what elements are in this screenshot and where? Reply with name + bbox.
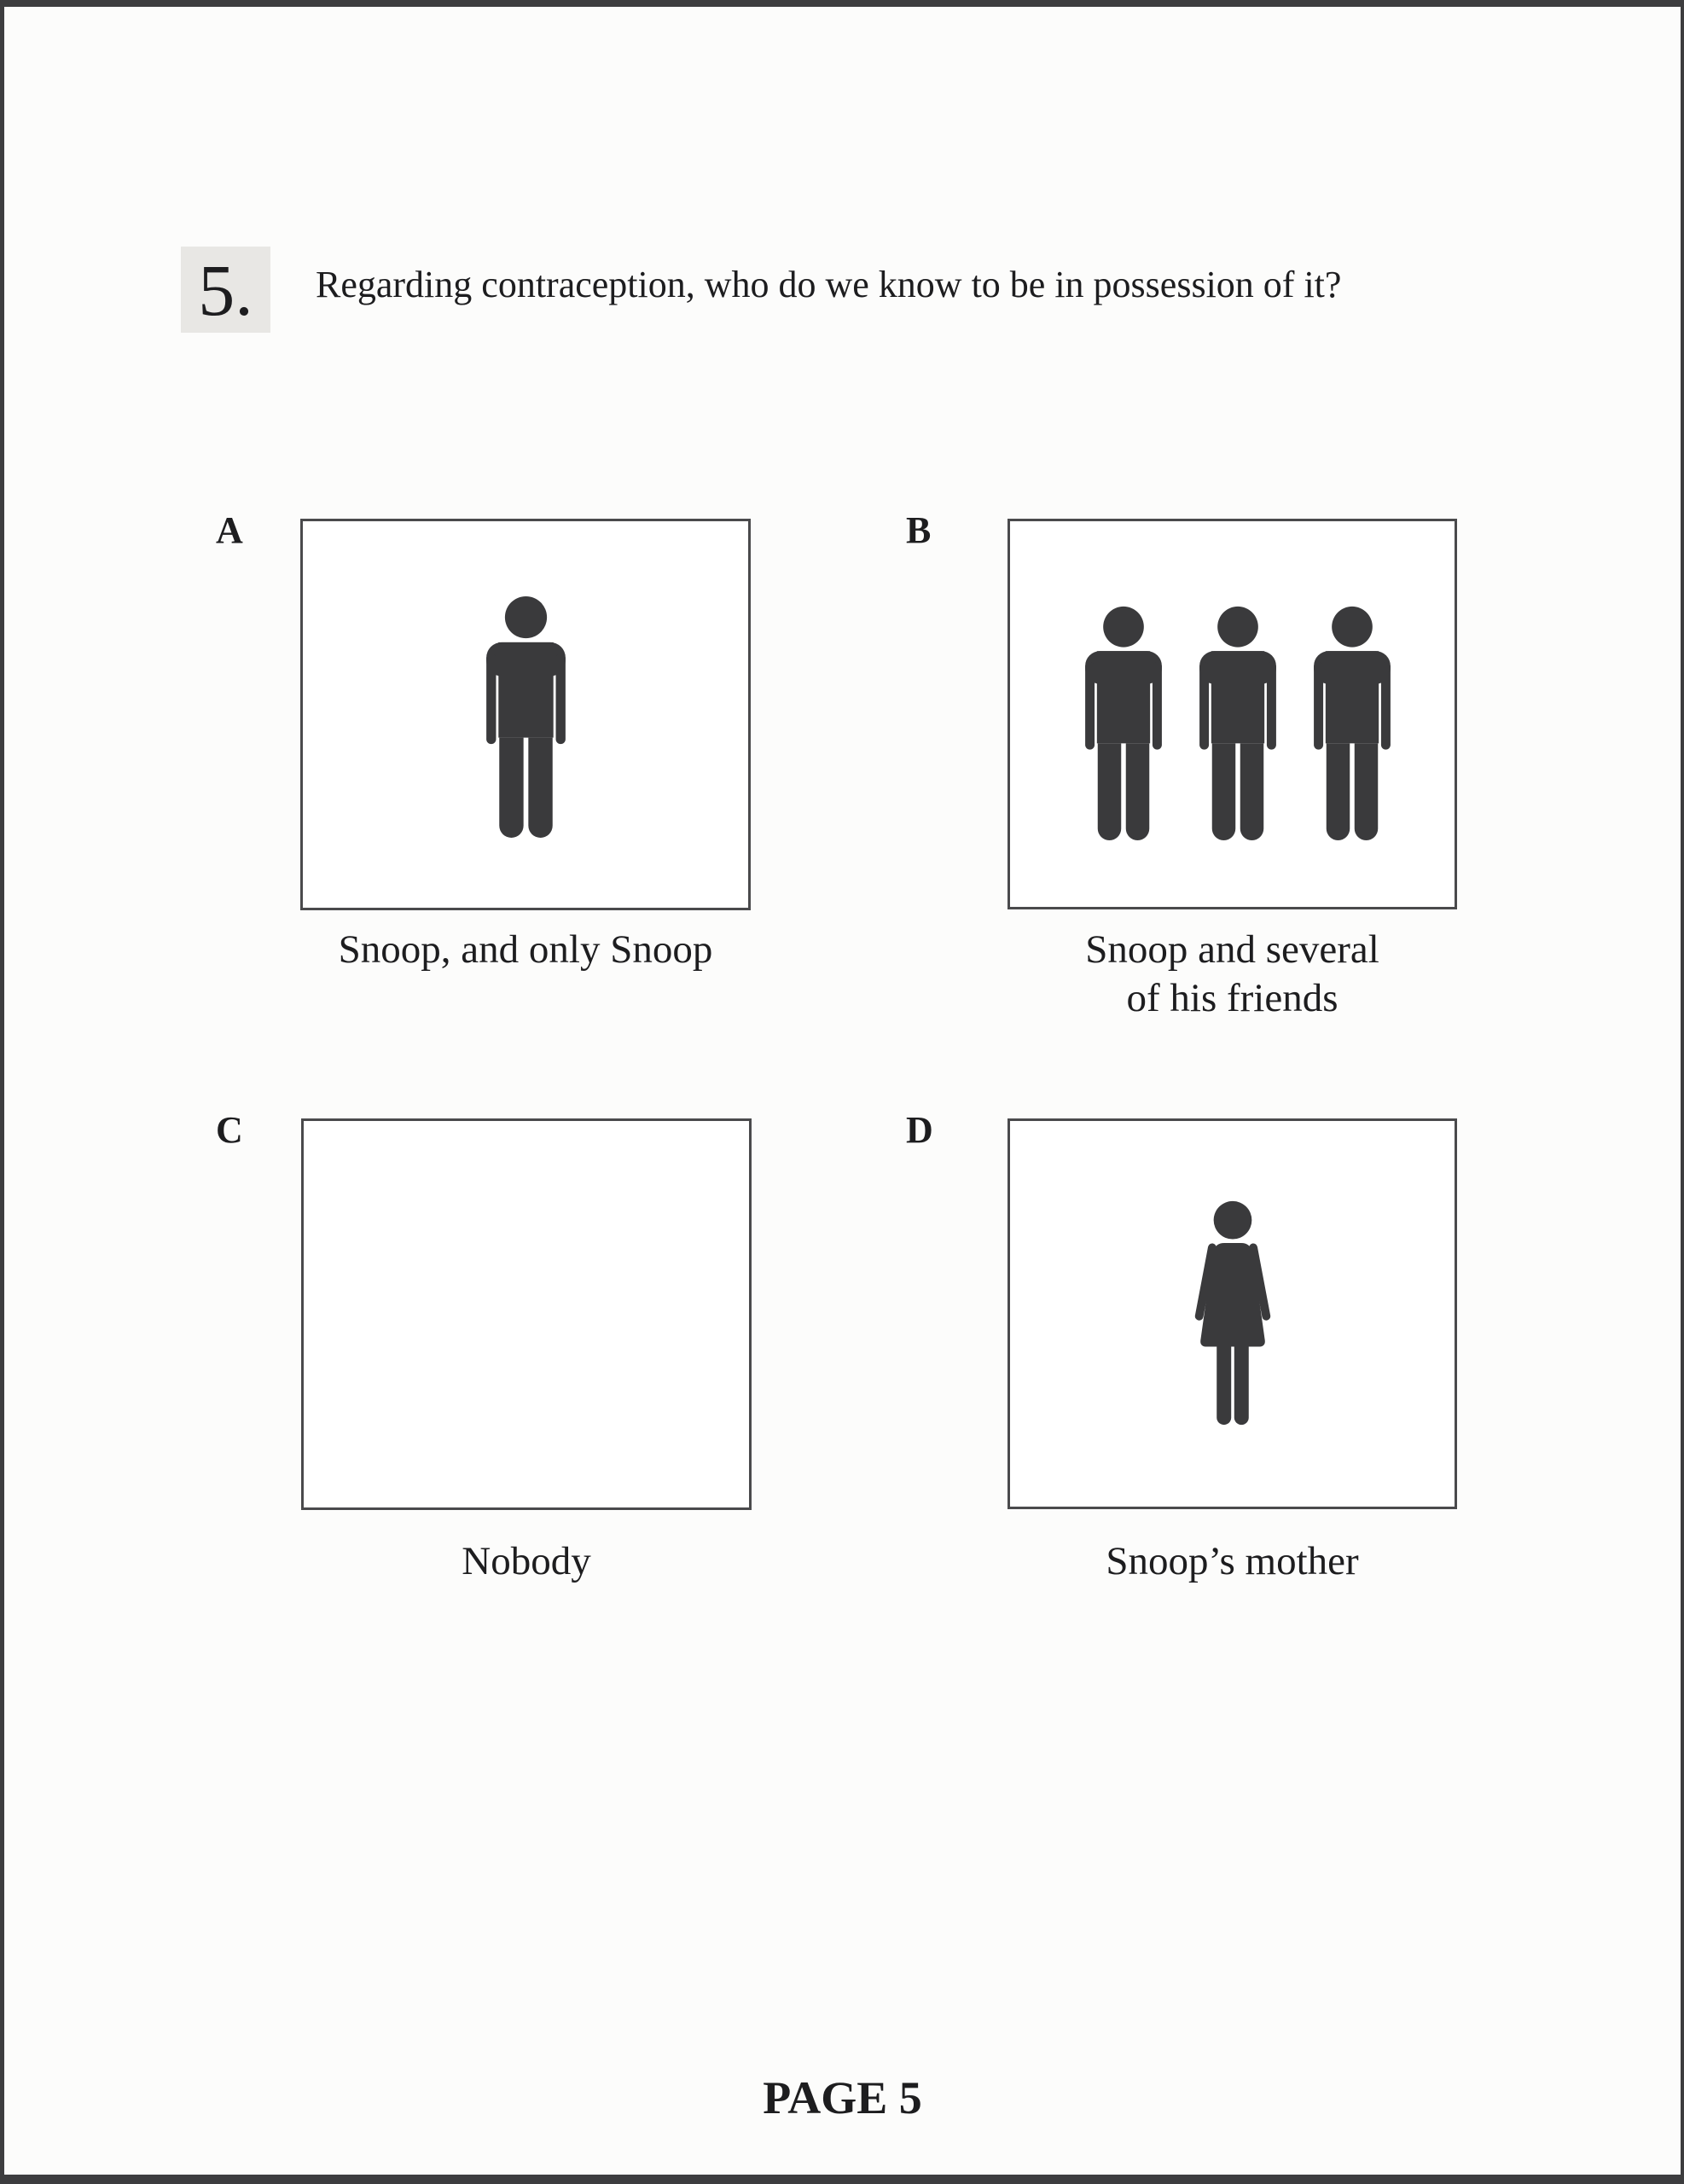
- man-icon: [1199, 606, 1277, 840]
- man-icon: [485, 595, 566, 838]
- option-d-label: D: [906, 1109, 933, 1151]
- page-footer: PAGE 5: [763, 2072, 922, 2123]
- question-text: Regarding contraception, who do we know to be in possession of it?: [316, 264, 1342, 305]
- option-a-label: A: [216, 509, 243, 551]
- option-a-caption: [300, 926, 751, 974]
- caption-line: Snoop and several: [1085, 927, 1379, 972]
- option-c-caption: [301, 1537, 752, 1586]
- question-number: 5.: [198, 248, 253, 331]
- man-icon: [1084, 606, 1163, 840]
- caption-line: of his friends: [1126, 976, 1338, 1020]
- question-number-badge: [181, 247, 270, 333]
- caption-line: Snoop’s mother: [1106, 1539, 1359, 1583]
- option-d-caption: [1007, 1537, 1457, 1586]
- option-c-box: [301, 1118, 752, 1510]
- document-page: [4, 7, 1681, 2175]
- option-b-label: B: [906, 509, 932, 551]
- caption-line: Nobody: [462, 1539, 591, 1583]
- option-c-label: C: [216, 1109, 243, 1151]
- man-icon: [1313, 606, 1391, 840]
- caption-line: Snoop, and only Snoop: [338, 927, 713, 972]
- option-b-icons: [1084, 606, 1391, 840]
- woman-icon: [1189, 1200, 1276, 1429]
- option-b-caption: [1007, 926, 1457, 1023]
